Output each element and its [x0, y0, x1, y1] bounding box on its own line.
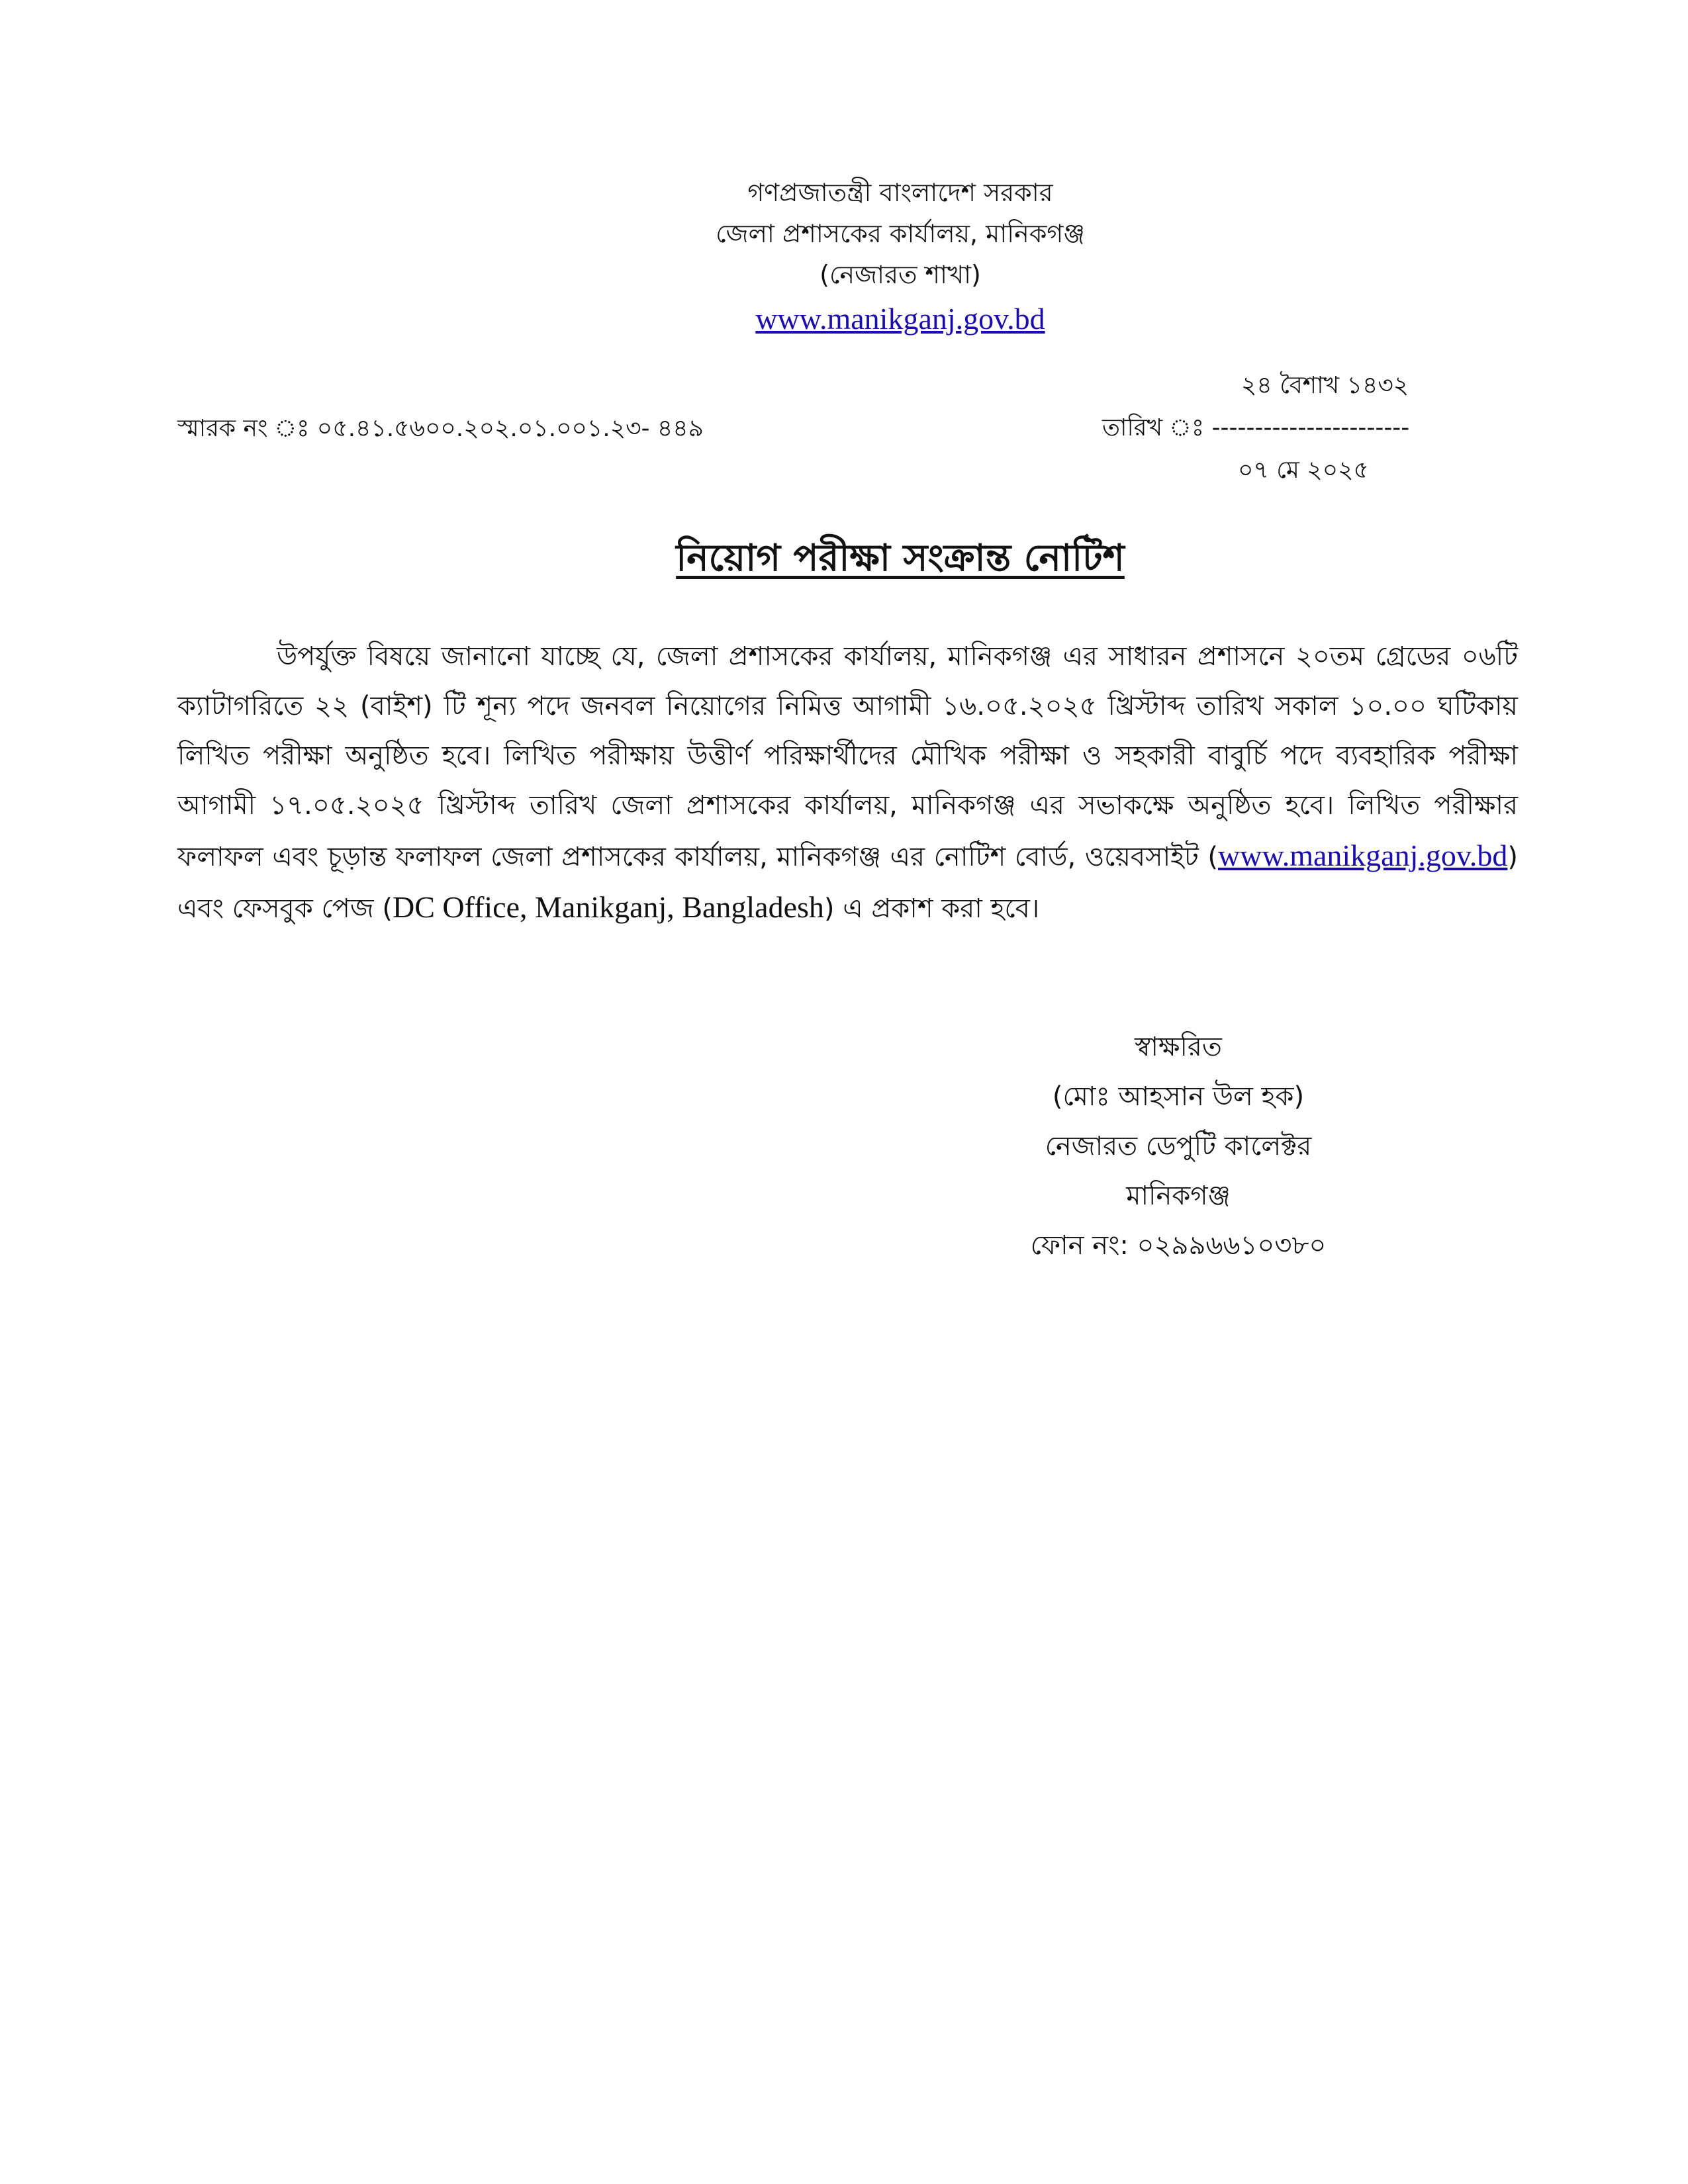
section-name: (নেজারত শাখা): [820, 260, 981, 289]
notice-title: নিয়োগ পরীক্ষা সংক্রান্ত নোটিশ: [676, 537, 1125, 580]
date-label: তারিখ ঃ -----------------------: [1102, 414, 1410, 441]
signature-block: [980, 1023, 1377, 1271]
office-header: [0, 172, 1688, 343]
website-link[interactable]: www.manikganj.gov.bd: [755, 302, 1045, 336]
government-name: গণপ্রজাতন্ত্রী বাংলাদেশ সরকার: [747, 178, 1053, 207]
memo-reference: স্মারক নং ঃ ০৫.৪১.৫৬০০.২০২.০১.০০১.২৩- ৪৪৯: [177, 415, 704, 442]
phone-number: ফোন নং: ০২৯৯৬৬১০৩৮০: [1030, 1230, 1327, 1261]
body-text-part2: ) এবং ফেসবুক পেজ (: [177, 842, 1518, 924]
body-text-part3: ) এ প্রকাশ করা হবে।: [823, 893, 1040, 924]
body-text-part1: উপর্যুক্ত বিষয়ে জানানো যাচ্ছে যে, জেলা প্রশাসকের কার্যালয়, মানিকগঞ্জ এর সাধারন প্রশাসনে ২০তম গ্রেডের ০৬টি ক্যাটাগরিতে ২২ (বাইশ) টি শূন্য পদে জনবল নিয়োগের নিমিত্ত আগামী ১৬.০৫.২০২৫ খ্রিস্টাব্দ তারিখ সকাল ১০.০০ ঘটিকায় লিখিত পরীক্ষা অনুষ্ঠিত হবে। লিখিত পরীক্ষায় উত্তীর্ণ পরিক্ষার্থীদের মৌখিক পরীক্ষা ও সহকারী বাবুর্চি পদে ব্যবহারিক পরীক্ষা আগামী ১৭.০৫.২০২৫ খ্রিস্টাব্দ তারিখ জেলা প্রশাসকের কার্যালয়, মানিকগঞ্জ এর সভাকক্ষে অনুষ্ঠিত হবে। লিখিত পরীক্ষার ফলাফল এবং চূড়ান্ত ফলাফল জেলা প্রশাসকের কার্যালয়, মানিকগঞ্জ এর নোটিশ বোর্ড, ওয়েবসাইট (: [177, 641, 1518, 872]
body-website-link[interactable]: www.manikganj.gov.bd: [1218, 839, 1508, 872]
office-name: জেলা প্রশাসকের কার্যালয়, মানিকগঞ্জ: [716, 219, 1085, 248]
notice-title-wrap: [0, 529, 1688, 592]
signatory-name: (মোঃ আহসান উল হক): [1052, 1081, 1305, 1112]
date-bangla: ২৪ বৈশাখ ১৪৩২: [1241, 372, 1409, 399]
facebook-page-name: DC Office, Manikganj, Bangladesh: [392, 890, 824, 924]
date-english: ০৭ মে ২০২৫: [1238, 457, 1369, 484]
signed-label: স্বাক্ষরিত: [1135, 1032, 1222, 1062]
notice-body: [177, 632, 1518, 934]
signatory-designation: নেজারত ডেপুটি কালেক্টর: [1045, 1131, 1312, 1161]
signatory-location: মানিকগঞ্জ: [1126, 1181, 1231, 1211]
